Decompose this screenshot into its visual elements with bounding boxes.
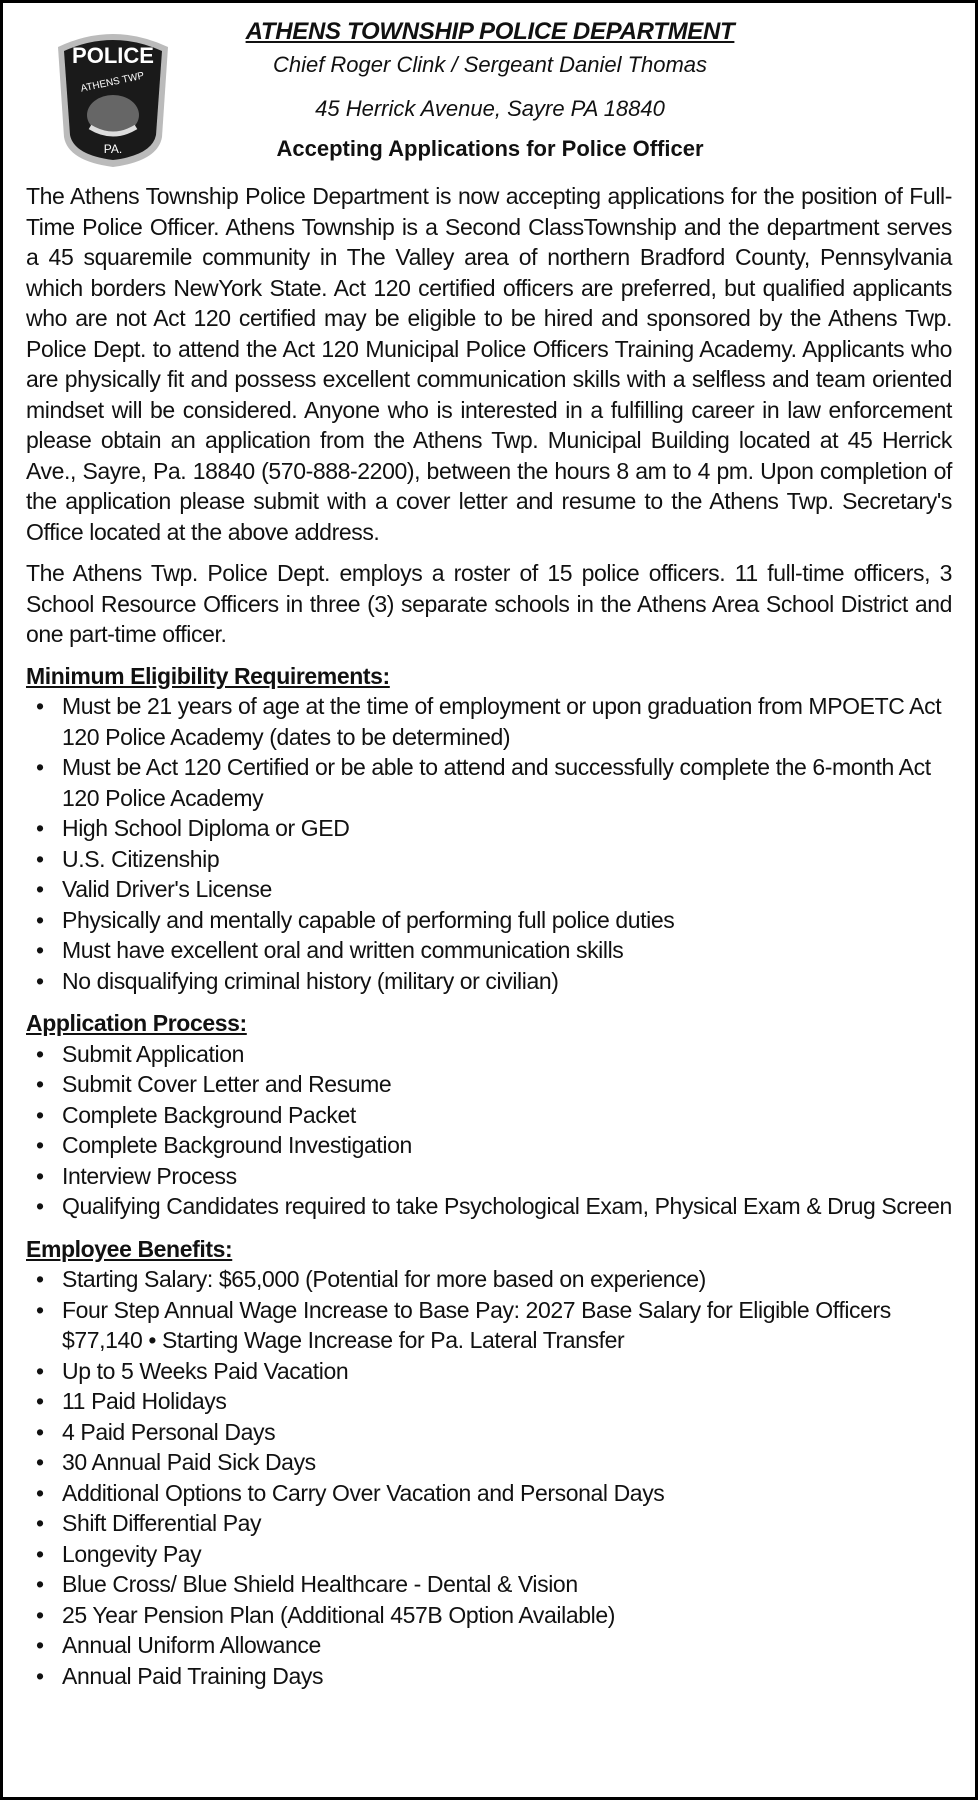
chief-names: Chief Roger Clink / Sergeant Daniel Thomas bbox=[272, 52, 708, 77]
list-item: • Longevity Pay bbox=[26, 1539, 952, 1570]
list-item: • Valid Driver's License bbox=[26, 874, 952, 905]
list-item: • No disqualifying criminal history (military or civilian) bbox=[26, 966, 952, 997]
process-heading: Application Process: bbox=[26, 1010, 247, 1036]
list-item: • 4 Paid Personal Days bbox=[26, 1417, 952, 1448]
list-item: • Shift Differential Pay bbox=[26, 1508, 952, 1539]
list-item: • U.S. Citizenship bbox=[26, 844, 952, 875]
headline: Accepting Applications for Police Officer bbox=[276, 136, 704, 161]
benefits-heading: Employee Benefits: bbox=[26, 1235, 233, 1262]
svg-text:POLICE: POLICE bbox=[72, 43, 154, 68]
police-badge-logo bbox=[50, 27, 176, 169]
list-item: • Additional Options to Carry Over Vacation and Personal Days bbox=[26, 1478, 952, 1509]
roster-paragraph: The Athens Twp. Police Dept. employs a roster of 15 police officers. 11 full-time officers, 3 School Resource Officers in three (3) separate schools in the Athens Area School District and one part-time officer. bbox=[26, 560, 952, 647]
list-item: • Qualifying Candidates required to take Psychological Exam, Physical Exam & Drug Screen bbox=[26, 1191, 952, 1222]
list-item: • Interview Process bbox=[26, 1161, 952, 1192]
list-item: • High School Diploma or GED bbox=[26, 813, 952, 844]
intro-paragraph: The Athens Township Police Department is now accepting applications for the position of Full-Time Police Officer. Athens Township is a Second ClassTownship and the department serves a 45 squaremile community in The Valley area of northern Bradford County, Pennsylvania which borders NewYork State. Act 120 certified officers are preferred, but qualified applicants who are not Act 120 certified may be eligible to be hired and sponsored by the Athens Twp. Police Dept. to attend the Act 120 Municipal Police Officers Training Academy. Applicants who are physically fit and possess excellent communication skills with a selfless and team oriented mindset will be considered. Anyone who is interested in a fulfilling career in law enforcement please obtain an application from the Athens Twp. Municipal Building located at 45 Herrick Ave., Sayre, Pa. 18840 (570-888-2200), between the hours 8 am to 4 pm. Upon completion of the application please submit with a cover letter and resume to the Athens Twp. Secretary's Office located at the above address. bbox=[26, 183, 952, 545]
svg-text:PA.: PA. bbox=[103, 142, 123, 156]
list-item: • Annual Paid Training Days bbox=[26, 1661, 952, 1692]
svg-text:ATHENS TWP: ATHENS TWP bbox=[79, 70, 146, 95]
list-item: • Must be 21 years of age at the time of employment or upon graduation from MPOETC Act 120 Police Academy (dates to be determined) bbox=[26, 691, 952, 752]
eligibility-list bbox=[26, 691, 952, 996]
list-item: • 11 Paid Holidays bbox=[26, 1386, 952, 1417]
list-item: • Submit Application bbox=[26, 1039, 952, 1070]
list-item: • Physically and mentally capable of performing full police duties bbox=[26, 905, 952, 936]
list-item: • Must have excellent oral and written communication skills bbox=[26, 935, 952, 966]
department-title: ATHENS TOWNSHIP POLICE DEPARTMENT bbox=[245, 18, 735, 45]
list-item: • Up to 5 Weeks Paid Vacation bbox=[26, 1356, 952, 1387]
eligibility-heading: Minimum Eligibility Requirements: bbox=[26, 662, 390, 689]
list-item: • Submit Cover Letter and Resume bbox=[26, 1069, 952, 1100]
list-item: • Complete Background Packet bbox=[26, 1100, 952, 1131]
list-item: • 30 Annual Paid Sick Days bbox=[26, 1447, 952, 1478]
list-item: • Must be Act 120 Certified or be able to attend and successfully complete the 6-month Act 120 Police Academy bbox=[26, 752, 952, 813]
department-address: 45 Herrick Avenue, Sayre PA 18840 bbox=[315, 96, 665, 121]
list-item: • 25 Year Pension Plan (Additional 457B Option Available) bbox=[26, 1600, 952, 1631]
list-item: • Four Step Annual Wage Increase to Base Pay: 2027 Base Salary for Eligible Officers $77,140 • Starting Wage Increase for Pa. Lateral Transfer bbox=[26, 1295, 952, 1356]
ad-body bbox=[26, 181, 952, 1703]
list-item: • Starting Salary: $65,000 (Potential for more based on experience) bbox=[26, 1264, 952, 1295]
benefits-list bbox=[26, 1264, 952, 1691]
process-list bbox=[26, 1039, 952, 1222]
list-item: • Annual Uniform Allowance bbox=[26, 1630, 952, 1661]
list-item: • Blue Cross/ Blue Shield Healthcare - Dental & Vision bbox=[26, 1569, 952, 1600]
list-item: • Complete Background Investigation bbox=[26, 1130, 952, 1161]
